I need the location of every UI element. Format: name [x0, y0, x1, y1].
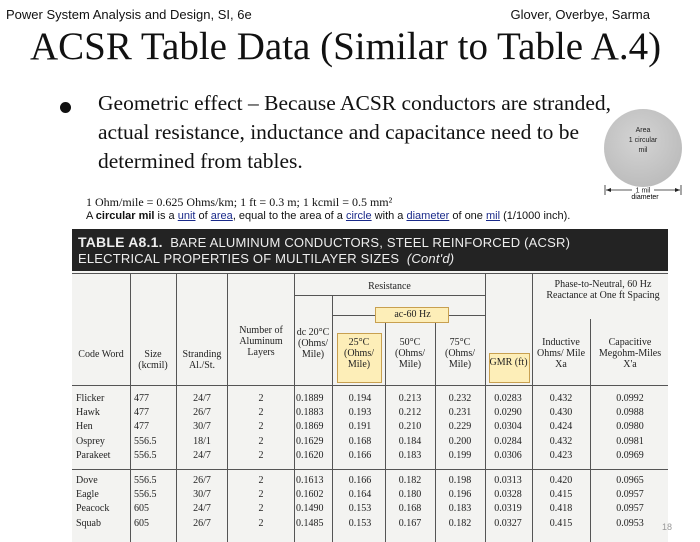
rule-header-bottom [72, 385, 668, 386]
cell-r75: 0.229 [448, 421, 472, 433]
cell-dc: 0.1869 [296, 421, 324, 433]
cell-code: Flicker [76, 393, 105, 404]
cell-stranding: 26/7 [193, 407, 211, 419]
col-75c: 75°C (Ohms/ Mile) [445, 337, 475, 370]
cell-r50: 0.183 [398, 449, 422, 461]
cell-dc: 0.1613 [296, 475, 324, 486]
resistance-group-header: Resistance [368, 281, 411, 292]
col-inductive: Inductive Ohms/ Mile Xa [536, 337, 586, 370]
col-size: Size (kcmil) [138, 349, 168, 371]
cell-gmr: 0.0319 [494, 503, 522, 515]
cell-r75: 0.199 [448, 449, 472, 461]
cell-r25: 0.168 [348, 435, 372, 447]
cell-code: Dove [76, 475, 98, 486]
cell-size: 477 [134, 421, 149, 433]
link-mil[interactable]: mil [485, 210, 501, 222]
cell-stranding: 24/7 [193, 393, 211, 404]
bullet-icon [60, 102, 71, 113]
cell-r25: 0.166 [348, 475, 372, 486]
cell-dc: 0.1485 [296, 517, 324, 529]
cell-r50: 0.180 [398, 489, 422, 501]
cell-cap: 0.0953 [616, 517, 644, 529]
cell-r75: 0.232 [448, 393, 472, 404]
cell-r50: 0.168 [398, 503, 422, 515]
circular-mil-diagram [604, 109, 682, 187]
cell-ind: 0.415 [549, 489, 573, 501]
cell-r25: 0.164 [348, 489, 372, 501]
table-caption-1: BARE ALUMINUM CONDUCTORS, STEEL REINFORCED (ACSR) [170, 235, 571, 250]
cell-r75: 0.182 [448, 517, 472, 529]
cell-r25: 0.191 [348, 421, 372, 433]
cell-layers: 2 [258, 503, 264, 515]
cell-stranding: 26/7 [193, 517, 211, 529]
vrule-10 [590, 319, 591, 542]
cell-r25: 0.193 [348, 407, 372, 419]
vrule-7 [435, 315, 436, 542]
cell-r50: 0.167 [398, 517, 422, 529]
col-50c: 50°C (Ohms/ Mile) [395, 337, 425, 370]
circular-mil-definition: A circular mil is a unit of area, equal to the area of a circle with a diameter of one mil (1/1000 inch). [86, 210, 571, 222]
cell-stranding: 24/7 [193, 503, 211, 515]
cell-r25: 0.194 [348, 393, 372, 404]
cell-size: 477 [134, 407, 149, 419]
cell-dc: 0.1602 [296, 489, 324, 501]
slide-title: ACSR Table Data (Similar to Table A.4) [30, 25, 662, 68]
cell-stranding: 30/7 [193, 489, 211, 501]
link-diameter[interactable]: diameter [406, 210, 450, 222]
vrule-9 [532, 273, 533, 542]
cell-dc: 0.1889 [296, 393, 324, 404]
ac-60hz-header: ac-60 Hz [394, 309, 431, 320]
cell-size: 556.5 [134, 449, 157, 461]
cell-ind: 0.423 [549, 449, 573, 461]
cell-r75: 0.183 [448, 503, 472, 515]
cell-r75: 0.231 [448, 407, 472, 419]
vrule-5 [332, 295, 333, 542]
cell-ind: 0.430 [549, 407, 573, 419]
bullet-text: Geometric effect – Because ACSR conductors are stranded, actual resistance, inductance and capacitance need to be determined from tables. [98, 91, 612, 173]
cell-cap: 0.0969 [616, 449, 644, 461]
cell-cap: 0.0988 [616, 407, 644, 419]
cell-r50: 0.182 [398, 475, 422, 486]
vrule-6 [385, 315, 386, 542]
cell-ind: 0.432 [549, 393, 573, 404]
cell-code: Peacock [76, 503, 110, 515]
cell-layers: 2 [258, 435, 264, 447]
cell-gmr: 0.0327 [494, 517, 522, 529]
cell-cap: 0.0992 [616, 393, 644, 404]
cell-layers: 2 [258, 517, 264, 529]
cell-layers: 2 [258, 407, 264, 419]
table-contd: (Cont'd) [406, 251, 455, 266]
cell-layers: 2 [258, 393, 264, 404]
cell-r50: 0.184 [398, 435, 422, 447]
col-stranding: Stranding Al./St. [182, 349, 222, 371]
cell-size: 556.5 [134, 475, 157, 486]
cell-size: 477 [134, 393, 149, 404]
cell-ind: 0.432 [549, 435, 573, 447]
cell-cap: 0.0980 [616, 421, 644, 433]
cell-layers: 2 [258, 421, 264, 433]
cell-layers: 2 [258, 449, 264, 461]
cell-code: Hen [76, 421, 93, 433]
cell-ind: 0.418 [549, 503, 573, 515]
cell-stranding: 26/7 [193, 475, 211, 486]
cell-r50: 0.212 [398, 407, 422, 419]
cell-gmr: 0.0283 [494, 393, 522, 404]
area-label-3: mil [638, 147, 648, 154]
cell-code: Eagle [76, 489, 99, 501]
cell-cap: 0.0965 [616, 475, 644, 486]
table-caption-2: ELECTRICAL PROPERTIES OF MULTILAYER SIZES [78, 251, 400, 266]
page-number: 18 [662, 522, 673, 532]
col-layers: Number of Aluminum Layers [239, 325, 283, 358]
cell-r25: 0.153 [348, 517, 372, 529]
col-capacitive: Capacitive Megohm-Miles X'a [598, 337, 662, 370]
link-area[interactable]: area [210, 210, 233, 222]
cell-gmr: 0.0284 [494, 435, 522, 447]
vrule-4 [294, 273, 295, 542]
cell-ind: 0.415 [549, 517, 573, 529]
cell-r75: 0.200 [448, 435, 472, 447]
diameter-label: diameter [631, 194, 659, 201]
col-25c: 25°C (Ohms/ Mile) [344, 337, 374, 370]
course-header: Power System Analysis and Design, SI, 6e [6, 7, 252, 22]
cell-r75: 0.198 [448, 475, 472, 486]
cell-gmr: 0.0304 [494, 421, 522, 433]
authors-header: Glover, Overbye, Sarma [510, 7, 650, 22]
link-circle[interactable]: circle [345, 210, 372, 222]
cell-gmr: 0.0306 [494, 449, 522, 461]
cell-size: 556.5 [134, 489, 157, 501]
diameter-value: 1 mil [635, 187, 651, 195]
rule-group-break [72, 469, 668, 470]
cell-r75: 0.196 [448, 489, 472, 501]
cell-ind: 0.424 [549, 421, 573, 433]
cell-r50: 0.210 [398, 421, 422, 433]
cell-code: Hawk [76, 407, 100, 419]
cell-gmr: 0.0290 [494, 407, 522, 419]
cell-cap: 0.0981 [616, 435, 644, 447]
cell-stranding: 24/7 [193, 449, 211, 461]
vrule-3 [227, 273, 228, 542]
cell-gmr: 0.0313 [494, 475, 522, 486]
cell-dc: 0.1490 [296, 503, 324, 515]
cell-size: 605 [134, 517, 149, 529]
cell-r25: 0.153 [348, 503, 372, 515]
col-dc-20c: dc 20°C (Ohms/ Mile) [296, 327, 330, 360]
cell-ind: 0.420 [549, 475, 573, 486]
link-unit[interactable]: unit [177, 210, 196, 222]
cell-stranding: 18/1 [193, 435, 211, 447]
table-label: TABLE A8.1. [78, 234, 163, 250]
cell-dc: 0.1629 [296, 435, 324, 447]
rule-resistance [294, 295, 485, 296]
cell-cap: 0.0957 [616, 503, 644, 515]
cell-code: Squab [76, 517, 101, 529]
phase-reactance-header: Phase-to-Neutral, 60 Hz Reactance at One ft Spacing [546, 279, 660, 301]
cell-dc: 0.1620 [296, 449, 324, 461]
unit-conversions: 1 Ohm/mile = 0.625 Ohms/km; 1 ft = 0.3 m; 1 kcmil = 0.5 mm² [86, 195, 393, 209]
cell-code: Osprey [76, 435, 105, 447]
col-gmr: GMR (ft) [489, 357, 528, 368]
table-banner [72, 229, 668, 271]
cell-layers: 2 [258, 489, 264, 501]
area-label-2: 1 circular [628, 137, 658, 144]
vrule-2 [176, 273, 177, 542]
cell-dc: 0.1883 [296, 407, 324, 419]
rule-top [72, 273, 668, 274]
cell-size: 556.5 [134, 435, 157, 447]
cell-cap: 0.0957 [616, 489, 644, 501]
cell-r50: 0.213 [398, 393, 422, 404]
col-code-word: Code Word [78, 349, 124, 360]
cell-code: Parakeet [76, 449, 111, 461]
area-label: Area [635, 127, 651, 134]
acsr-table [72, 229, 668, 542]
cell-gmr: 0.0328 [494, 489, 522, 501]
cell-r25: 0.166 [348, 449, 372, 461]
cell-layers: 2 [258, 475, 264, 486]
cell-stranding: 30/7 [193, 421, 211, 433]
cell-size: 605 [134, 503, 149, 515]
